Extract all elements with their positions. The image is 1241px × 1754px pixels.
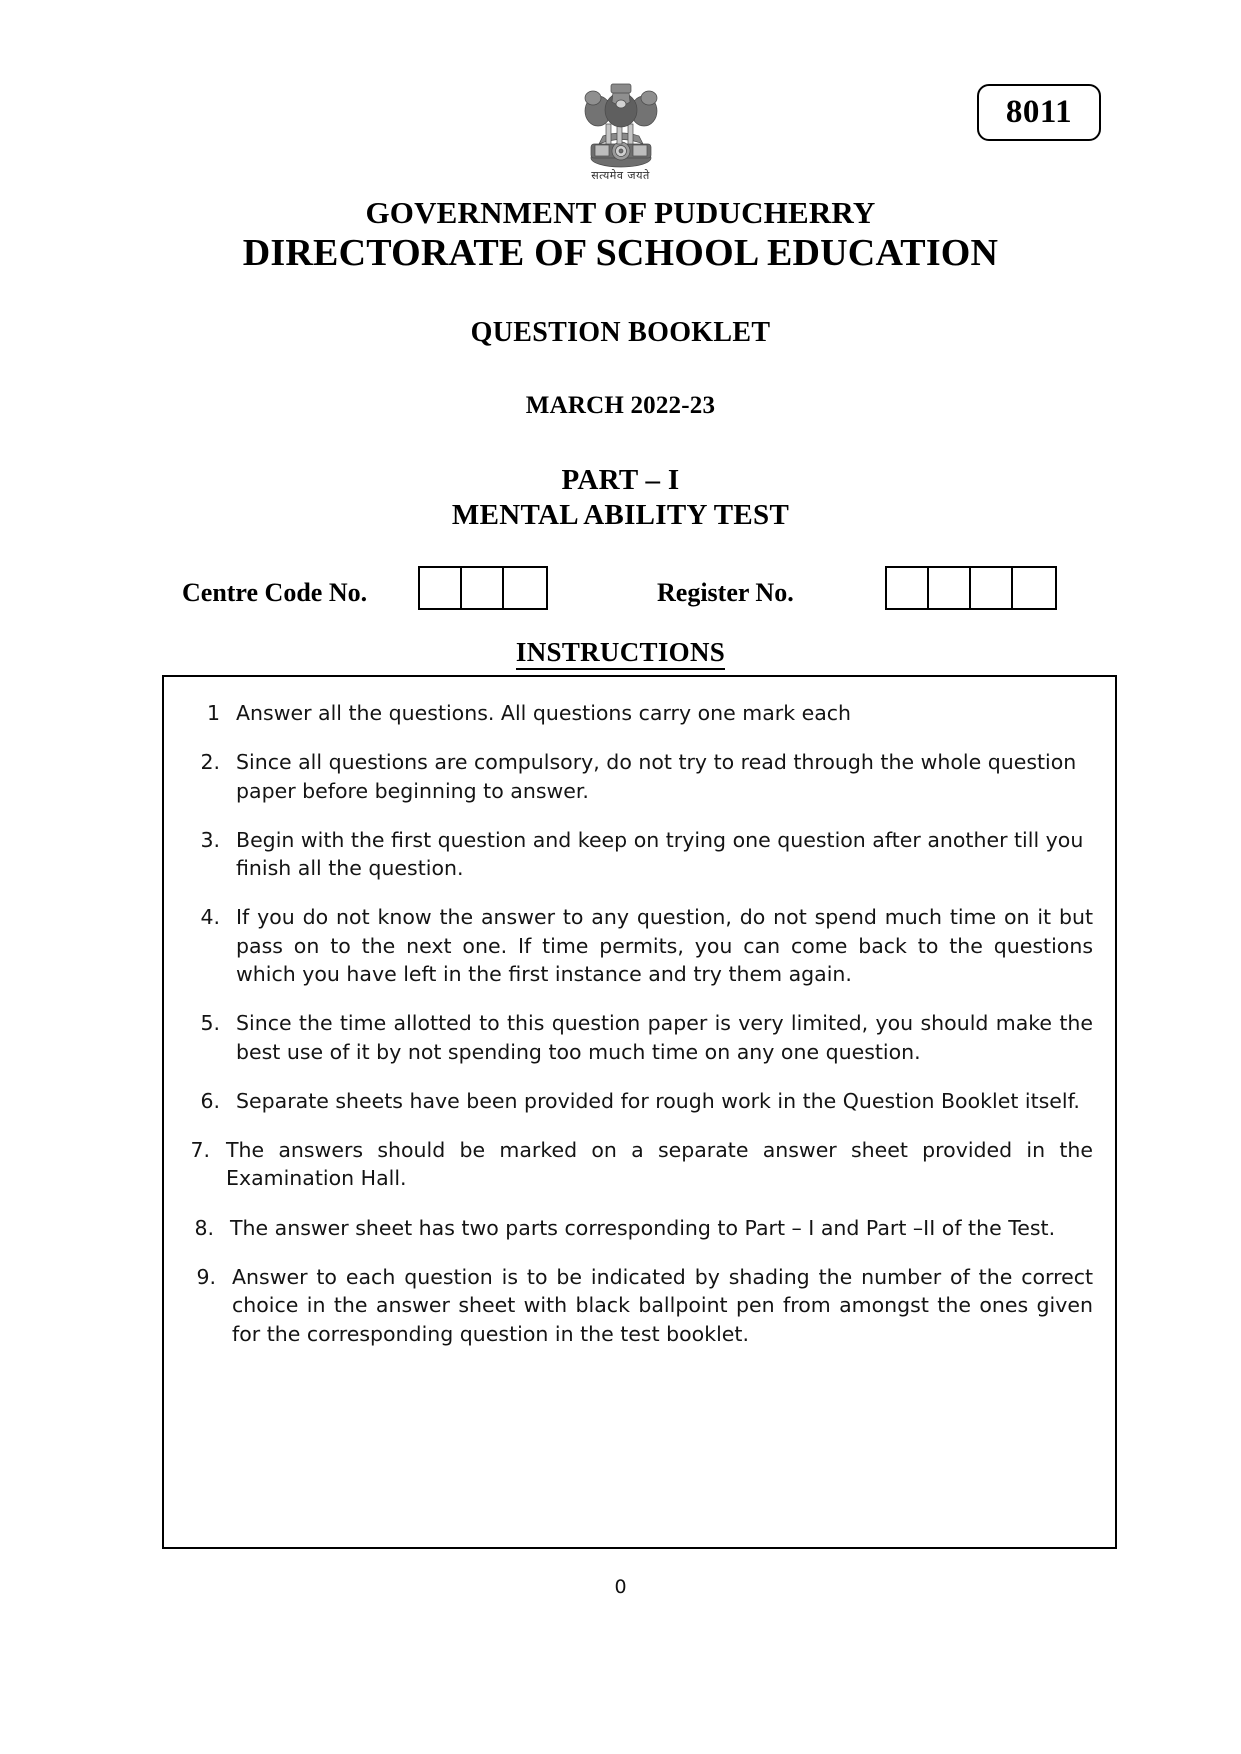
instructions-heading-text: INSTRUCTIONS [516,637,725,670]
instruction-text: The answers should be marked on a separate answer sheet provided in the Examination Hall. [226,1138,1093,1191]
centre-code-cell[interactable] [462,568,504,608]
instruction-text: Answer all the questions. All questions carry one mark each [236,701,852,725]
directorate-title: DIRECTORATE OF SCHOOL EDUCATION [242,232,999,275]
instruction-text: Since the time allotted to this question paper is very limited, you should make the best use of it by not spending too much time on any one question. [236,1011,1093,1064]
instruction-text: Begin with the first question and keep on trying one question after another till you finish all the question. [236,827,1084,881]
instruction-item [186,1214,1093,1242]
instruction-item [186,1009,1093,1066]
instruction-number: 3. [200,827,220,852]
instruction-number: 1 [206,701,220,725]
state-emblem-of-india-icon [573,66,669,170]
register-no-cell[interactable] [971,568,1013,608]
subject-title: MENTAL ABILITY TEST [451,499,790,532]
instruction-number: 8. [194,1215,214,1240]
instruction-text: Answer to each question is to be indicated by shading the number of the correct choice in the answer sheet with black ballpoint pen from amongst the ones given for the corresponding question in the test booklet. [232,1264,1093,1346]
register-no-label: Register No. [657,578,794,607]
centre-code-cell[interactable] [420,568,462,608]
instruction-text: The answer sheet has two parts corresponding to Part – I and Part –II of the Test. [230,1215,1056,1240]
instruction-text: Separate sheets have been provided for rough work in the Question Booklet itself. [236,1088,1080,1113]
instruction-item [186,1263,1093,1348]
instruction-number: 2. [200,750,220,775]
centre-code-cell[interactable] [504,568,546,608]
instruction-item [186,1136,1093,1193]
emblem-motto: सत्यमेव जयते [591,169,650,182]
booklet-code-value: 8011 [1005,94,1073,130]
instructions-list [186,699,1093,1348]
booklet-title: QUESTION BOOKLET [470,317,771,349]
register-no-input[interactable] [885,566,1057,610]
register-no-cell[interactable] [929,568,971,608]
instructions-box [162,675,1117,1549]
instruction-text: Since all questions are compulsory, do not try to read through the whole question paper before beginning to answer. [236,750,1077,803]
instruction-number: 7. [190,1138,210,1163]
centre-code-label: Centre Code No. [182,578,368,607]
emblem-block [0,66,1241,183]
session-title: MARCH 2022-23 [525,392,716,420]
register-no-cell[interactable] [887,568,929,608]
instruction-item [186,903,1093,988]
register-no-cell[interactable] [1013,568,1055,608]
instruction-item [186,826,1093,883]
government-title: GOVERNMENT OF PUDUCHERRY [365,195,876,230]
instruction-number: 6. [200,1088,220,1113]
instruction-number: 4. [200,905,220,930]
instruction-number: 9. [196,1264,216,1289]
instructions-heading [0,637,1241,668]
instruction-item [186,748,1093,805]
centre-code-input[interactable] [418,566,548,610]
identity-row [0,566,1241,620]
document-headings [0,196,1241,532]
instruction-text: If you do not know the answer to any question, do not spend much time on it but pass on to the next one. If time permits, you can come back to the questions which you have left in the first instance and try them again. [236,905,1093,986]
instruction-item [186,699,1093,727]
part-title: PART – I [561,464,680,497]
page-number: 0 [614,1576,627,1598]
instruction-number: 5. [200,1011,220,1036]
instruction-item [186,1087,1093,1115]
